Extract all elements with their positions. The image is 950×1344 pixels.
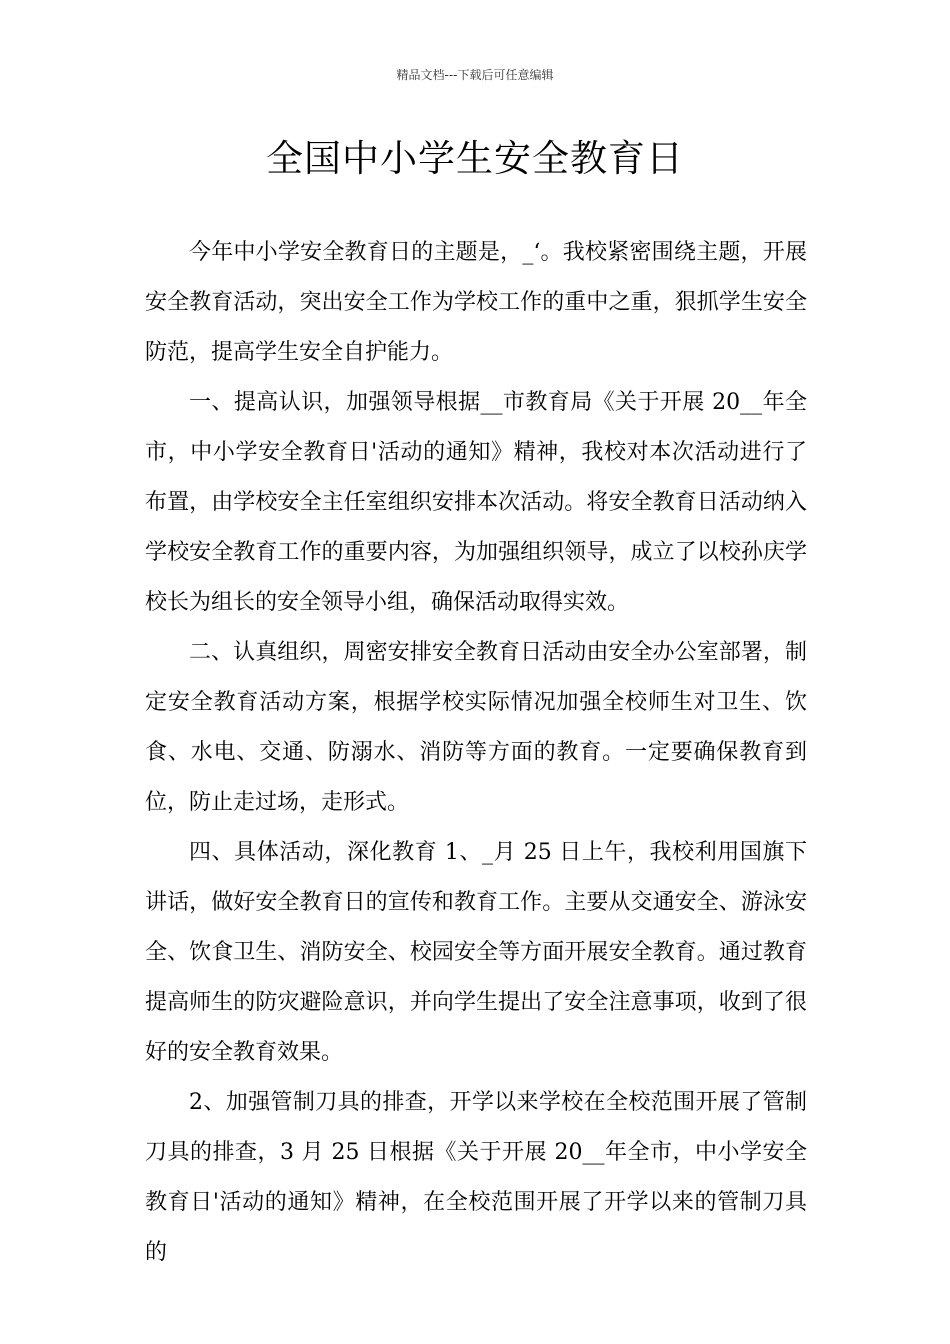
paragraph: 二、认真组织，周密安排安全教育日活动由安全办公室部署，制定安全教育活动方案，根据学校实际情况加强全校师生对卫生、饮食、水电、交通、防溺水、消防等方面的教育。一定要确保教育到位，防止走过场，走形式。 [145,640,807,815]
paragraph: 2、加强管制刀具的排查，开学以来学校在全校范围开展了管制刀具的排查，3 月 25 日根据《关于开展 20__年全市，中小学安全教育日'活动的通知》精神，在全校范围开展了开学以来的管制刀具的 [145,1090,807,1265]
document-title: 全国中小学生安全教育日 [266,137,684,180]
header-note: 精品文档---下载后可任意编辑 [396,68,554,82]
paragraph: 四、具体活动，深化教育 1、_月 25 日上午，我校利用国旗下讲话，做好安全教育日的宣传和教育工作。主要从交通安全、游泳安全、饮食卫生、消防安全、校园安全等方面开展安全教育。通过教育提高师生的防灾避险意识，并向学生提出了安全注意事项，收到了很好的安全教育效果。 [145,840,807,1065]
paragraph: 今年中小学安全教育日的主题是，_‘。我校紧密围绕主题，开展安全教育活动，突出安全工作为学校工作的重中之重，狠抓学生安全防范，提高学生安全自护能力。 [145,240,807,365]
document-body [145,228,807,1278]
paragraph: 一、提高认识，加强领导根据__市教育局《关于开展 20__年全市，中小学安全教育日'活动的通知》精神，我校对本次活动进行了布置，由学校安全主任室组织安排本次活动。将安全教育日活动纳入学校安全教育工作的重要内容，为加强组织领导，成立了以校孙庆学校长为组长的安全领导小组，确保活动取得实效。 [145,390,807,615]
